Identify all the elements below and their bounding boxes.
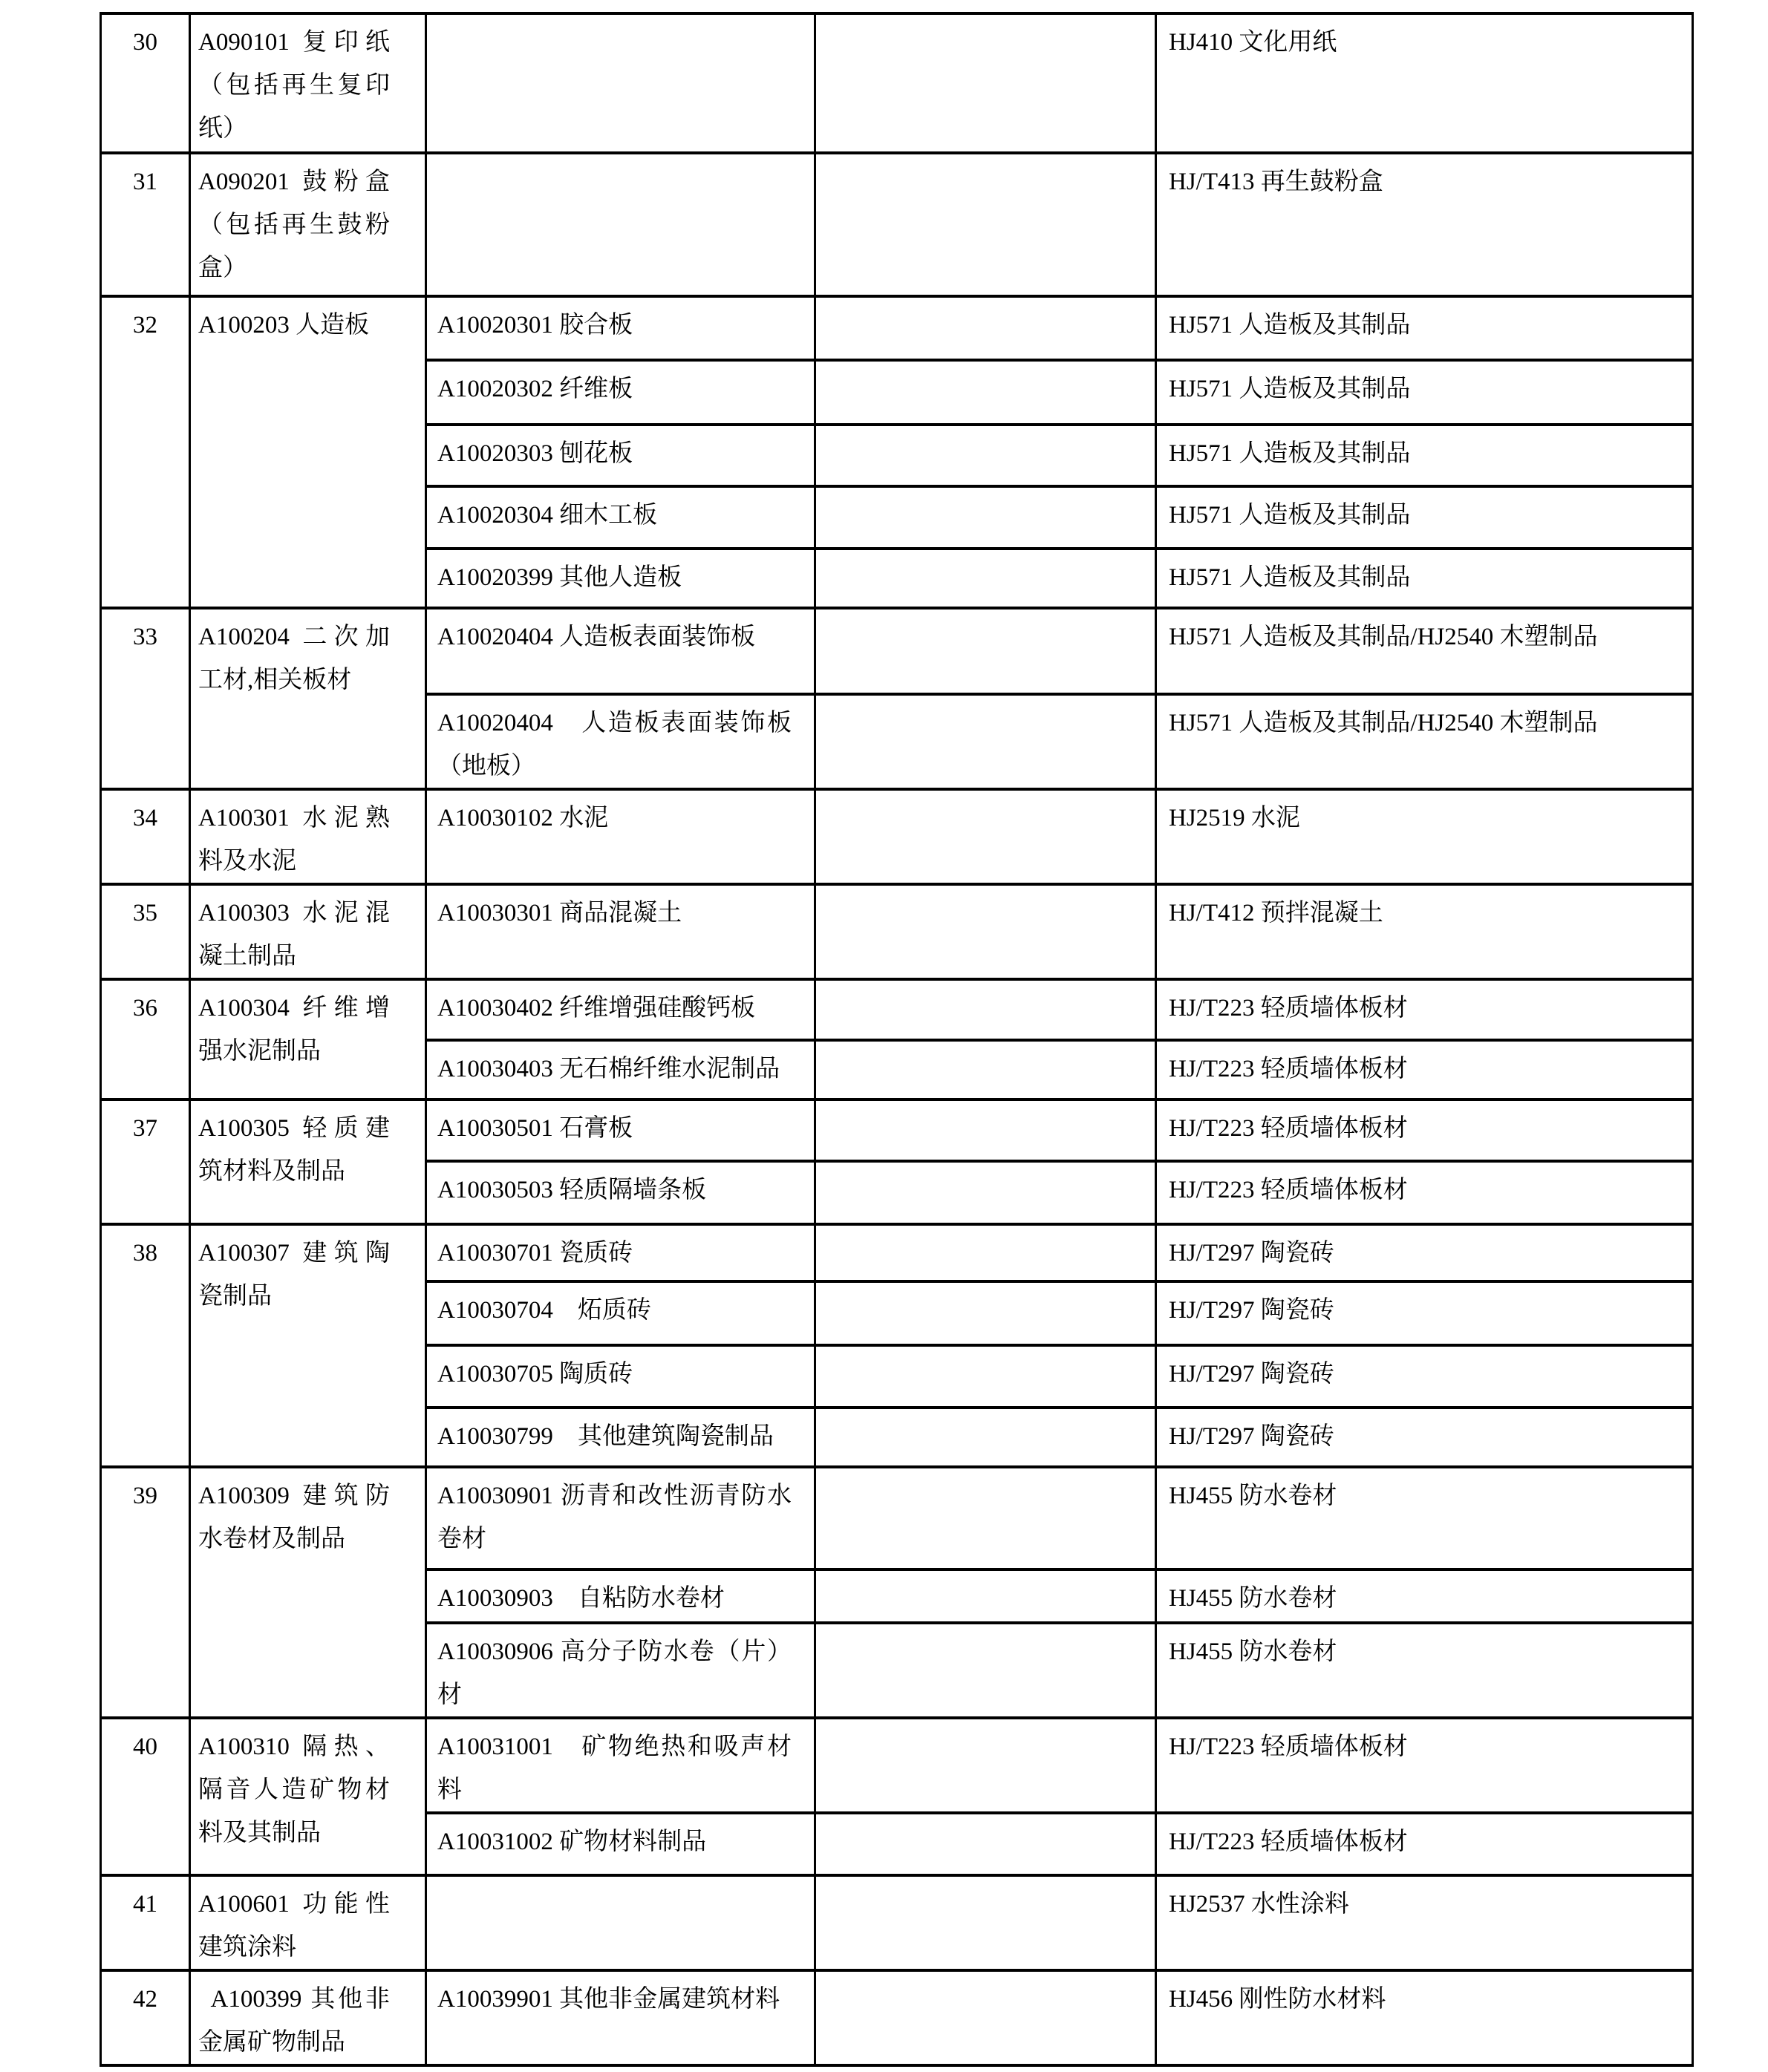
standard-cell: HJ/T297 陶瓷砖 [1156, 1345, 1693, 1408]
subcategory-cell: A10030799 其他建筑陶瓷制品 [426, 1408, 815, 1467]
standard-cell: HJ/T223 轻质墙体板材 [1156, 979, 1693, 1040]
subcategory-cell: A10030501 石膏板 [426, 1099, 815, 1161]
row-number-cell: 36 [101, 979, 190, 1099]
empty-cell [815, 425, 1156, 486]
subcategory-cell: A10030403 无石棉纤维水泥制品 [426, 1040, 815, 1099]
row-number-cell: 35 [101, 884, 190, 979]
subcategory-cell: A10020399 其他人造板 [426, 549, 815, 608]
subcategory-cell: A10031001 矿物绝热和吸声材料 [426, 1718, 815, 1813]
row-number-cell: 40 [101, 1718, 190, 1875]
subcategory-cell: A10030903 自粘防水卷材 [426, 1569, 815, 1623]
standard-cell: HJ456 刚性防水材料 [1156, 1970, 1693, 2065]
empty-cell [815, 1623, 1156, 1718]
row-number-cell: 39 [101, 1467, 190, 1718]
standard-cell: HJ/T223 轻质墙体板材 [1156, 1161, 1693, 1224]
empty-cell [815, 1224, 1156, 1281]
table-row [101, 1467, 1693, 1569]
subcategory-cell: A10031002 矿物材料制品 [426, 1813, 815, 1875]
standard-cell: HJ/T413 再生鼓粉盒 [1156, 153, 1693, 296]
table-row [101, 884, 1693, 979]
standard-cell: HJ410 文化用纸 [1156, 13, 1693, 153]
category-cell: A100601 功能性建筑涂料 [190, 1875, 426, 1970]
empty-cell [815, 1040, 1156, 1099]
table-row [101, 979, 1693, 1040]
table-row [101, 1224, 1693, 1281]
category-cell: A100399 其他非金属矿物制品 [190, 1970, 426, 2065]
classification-standards-table [100, 12, 1694, 2067]
subcategory-cell: A10030503 轻质隔墙条板 [426, 1161, 815, 1224]
standard-cell: HJ455 防水卷材 [1156, 1467, 1693, 1569]
empty-cell [815, 153, 1156, 296]
subcategory-cell: A10030901 沥青和改性沥青防水卷材 [426, 1467, 815, 1569]
empty-cell [815, 694, 1156, 789]
category-cell: A100204 二次加工材,相关板材 [190, 608, 426, 789]
subcategory-cell: A10030402 纤维增强硅酸钙板 [426, 979, 815, 1040]
standard-cell: HJ/T223 轻质墙体板材 [1156, 1718, 1693, 1813]
subcategory-cell: A10020404 人造板表面装饰板 [426, 608, 815, 694]
row-number-cell: 34 [101, 789, 190, 884]
table-row [101, 1099, 1693, 1161]
row-number-cell: 30 [101, 13, 190, 153]
standard-cell: HJ571 人造板及其制品 [1156, 425, 1693, 486]
table-row [101, 13, 1693, 153]
standard-cell: HJ571 人造板及其制品 [1156, 486, 1693, 549]
subcategory-cell: A10020304 细木工板 [426, 486, 815, 549]
empty-cell [815, 13, 1156, 153]
empty-cell [815, 360, 1156, 425]
table-row [101, 789, 1693, 884]
table-row [101, 1875, 1693, 1970]
empty-cell [815, 1099, 1156, 1161]
empty-cell [815, 789, 1156, 884]
empty-cell [815, 884, 1156, 979]
category-cell: A100307 建筑陶瓷制品 [190, 1224, 426, 1467]
empty-cell [815, 979, 1156, 1040]
subcategory-cell [426, 153, 815, 296]
row-number-cell: 32 [101, 296, 190, 608]
category-cell: A100309 建筑防水卷材及制品 [190, 1467, 426, 1718]
standard-cell: HJ455 防水卷材 [1156, 1623, 1693, 1718]
subcategory-cell: A10020302 纤维板 [426, 360, 815, 425]
standard-cell: HJ2537 水性涂料 [1156, 1875, 1693, 1970]
empty-cell [815, 1345, 1156, 1408]
subcategory-cell: A10030704 炻质砖 [426, 1281, 815, 1345]
subcategory-cell [426, 1875, 815, 1970]
subcategory-cell: A10020404 人造板表面装饰板（地板） [426, 694, 815, 789]
standard-cell: HJ455 防水卷材 [1156, 1569, 1693, 1623]
standard-cell: HJ571 人造板及其制品 [1156, 360, 1693, 425]
empty-cell [815, 1408, 1156, 1467]
subcategory-cell: A10030301 商品混凝土 [426, 884, 815, 979]
subcategory-cell: A10030906 高分子防水卷（片）材 [426, 1623, 815, 1718]
standard-cell: HJ/T297 陶瓷砖 [1156, 1281, 1693, 1345]
subcategory-cell: A10030102 水泥 [426, 789, 815, 884]
empty-cell [815, 1569, 1156, 1623]
category-cell: A100203 人造板 [190, 296, 426, 608]
empty-cell [815, 1813, 1156, 1875]
row-number-cell: 31 [101, 153, 190, 296]
subcategory-cell: A10030705 陶质砖 [426, 1345, 815, 1408]
subcategory-cell: A10039901 其他非金属建筑材料 [426, 1970, 815, 2065]
table-row [101, 608, 1693, 694]
row-number-cell: 41 [101, 1875, 190, 1970]
standard-cell: HJ571 人造板及其制品 [1156, 296, 1693, 360]
row-number-cell: 33 [101, 608, 190, 789]
category-cell: A100305 轻质建筑材料及制品 [190, 1099, 426, 1224]
standard-cell: HJ2519 水泥 [1156, 789, 1693, 884]
standard-cell: HJ/T297 陶瓷砖 [1156, 1224, 1693, 1281]
empty-cell [815, 1718, 1156, 1813]
category-cell: A100303 水泥混凝土制品 [190, 884, 426, 979]
standard-cell: HJ571 人造板及其制品/HJ2540 木塑制品 [1156, 694, 1693, 789]
empty-cell [815, 296, 1156, 360]
empty-cell [815, 486, 1156, 549]
standard-cell: HJ/T412 预拌混凝土 [1156, 884, 1693, 979]
table-row [101, 153, 1693, 296]
standard-cell: HJ/T223 轻质墙体板材 [1156, 1040, 1693, 1099]
standard-cell: HJ/T223 轻质墙体板材 [1156, 1813, 1693, 1875]
row-number-cell: 42 [101, 1970, 190, 2065]
table-row [101, 296, 1693, 360]
table-row [101, 1718, 1693, 1813]
empty-cell [815, 1875, 1156, 1970]
empty-cell [815, 549, 1156, 608]
subcategory-cell: A10030701 瓷质砖 [426, 1224, 815, 1281]
subcategory-cell: A10020303 刨花板 [426, 425, 815, 486]
row-number-cell: 38 [101, 1224, 190, 1467]
category-cell: A100301 水泥熟料及水泥 [190, 789, 426, 884]
empty-cell [815, 1970, 1156, 2065]
category-cell: A100304 纤维增强水泥制品 [190, 979, 426, 1099]
table-row [101, 1970, 1693, 2065]
standard-cell: HJ571 人造板及其制品/HJ2540 木塑制品 [1156, 608, 1693, 694]
subcategory-cell: A10020301 胶合板 [426, 296, 815, 360]
category-cell: A100310 隔热、隔音人造矿物材料及其制品 [190, 1718, 426, 1875]
standard-cell: HJ571 人造板及其制品 [1156, 549, 1693, 608]
category-cell: A090201 鼓粉盒（包括再生鼓粉盒） [190, 153, 426, 296]
standard-cell: HJ/T223 轻质墙体板材 [1156, 1099, 1693, 1161]
subcategory-cell [426, 13, 815, 153]
category-cell: A090101 复印纸（包括再生复印纸） [190, 13, 426, 153]
empty-cell [815, 1281, 1156, 1345]
standard-cell: HJ/T297 陶瓷砖 [1156, 1408, 1693, 1467]
empty-cell [815, 1161, 1156, 1224]
empty-cell [815, 608, 1156, 694]
empty-cell [815, 1467, 1156, 1569]
row-number-cell: 37 [101, 1099, 190, 1224]
